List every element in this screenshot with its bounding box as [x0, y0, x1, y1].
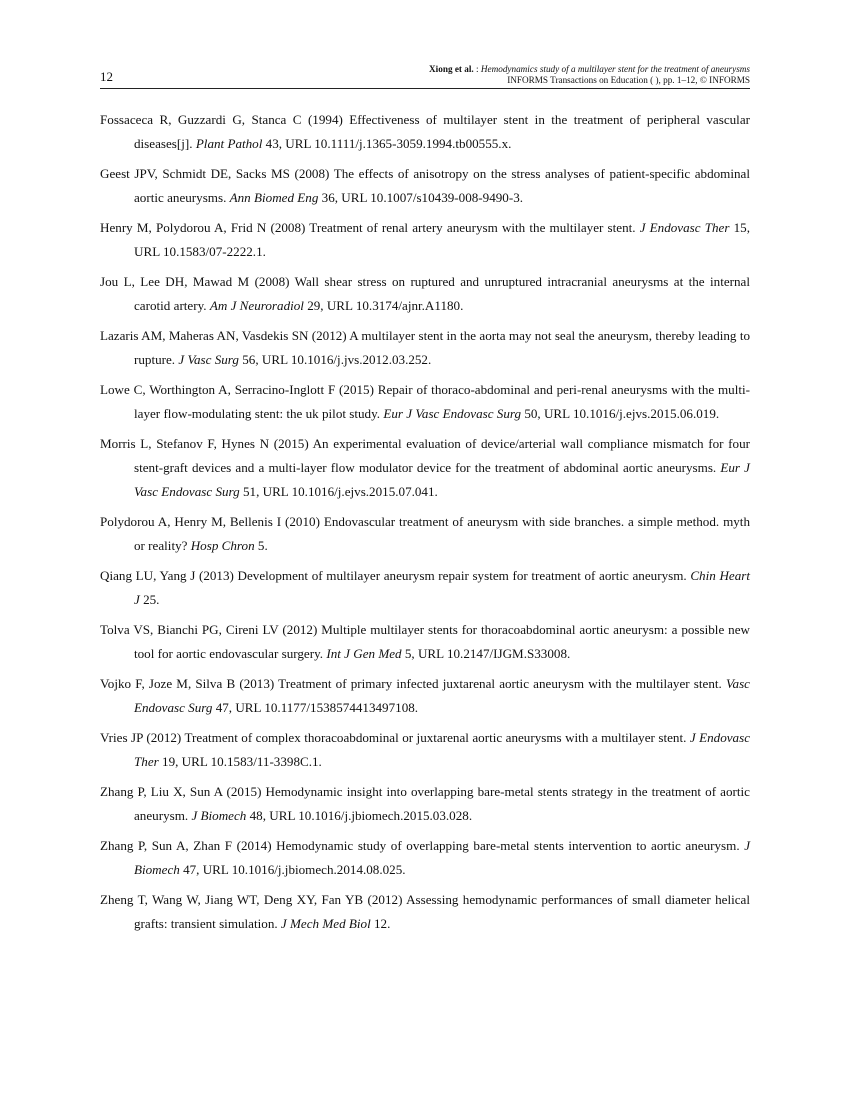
- reference-entry: [100, 564, 750, 612]
- reference-details: 36, URL 10.1007/s10439-008-9490-3.: [318, 190, 524, 205]
- reference-text: Polydorou A, Henry M, Bellenis I (2010) Endovascular treatment of aneurysm with side branches. a simple method. myth or reality?: [100, 514, 750, 553]
- reference-entry: [100, 672, 750, 720]
- reference-entry: [100, 378, 750, 426]
- reference-details: 56, URL 10.1016/j.jvs.2012.03.252.: [238, 352, 432, 367]
- reference-journal: Hosp Chron: [190, 538, 255, 553]
- reference-journal: J Biomech: [134, 838, 750, 877]
- reference-journal: Eur J Vasc Endovasc Surg: [134, 460, 750, 499]
- reference-entry: [100, 162, 750, 210]
- reference-journal: Plant Pathol: [195, 136, 263, 151]
- reference-journal: J Biomech: [191, 808, 247, 823]
- page-number: 12: [100, 69, 113, 84]
- reference-details: 50, URL 10.1016/j.ejvs.2015.06.019.: [521, 406, 720, 421]
- reference-entry: [100, 216, 750, 264]
- reference-journal: J Vasc Surg: [178, 352, 239, 367]
- running-header: [100, 64, 750, 89]
- reference-text: Jou L, Lee DH, Mawad M (2008) Wall shear stress on ruptured and unruptured intracranial aneurysms at the internal carotid artery.: [100, 274, 750, 313]
- header-separator: :: [473, 64, 481, 74]
- reference-text: Zhang P, Liu X, Sun A (2015) Hemodynamic insight into overlapping bare-metal stents strategy in the treatment of aortic aneurysm.: [100, 784, 750, 823]
- reference-text: Tolva VS, Bianchi PG, Cireni LV (2012) Multiple multilayer stents for thoracoabdominal aortic aneurysm: a possible new tool for aortic endovascular surgery.: [100, 622, 750, 661]
- reference-text: Henry M, Polydorou A, Frid N (2008) Treatment of renal artery aneurysm with the multilayer stent.: [100, 220, 640, 235]
- reference-entry: [100, 834, 750, 882]
- reference-entry: [100, 510, 750, 558]
- reference-journal: Chin Heart J: [134, 568, 750, 607]
- running-head-text: [429, 64, 750, 86]
- reference-details: 19, URL 10.1583/11-3398C.1.: [158, 754, 322, 769]
- running-title-line: [429, 64, 750, 75]
- reference-details: 25.: [139, 592, 160, 607]
- header-authors: Xiong et al.: [429, 64, 474, 74]
- reference-details: 43, URL 10.1111/j.1365-3059.1994.tb00555.x.: [262, 136, 512, 151]
- reference-entry: [100, 270, 750, 318]
- reference-details: 15, URL 10.1583/07-2222.1.: [134, 220, 750, 259]
- reference-details: 5.: [254, 538, 268, 553]
- reference-journal: Eur J Vasc Endovasc Surg: [383, 406, 522, 421]
- reference-text: Qiang LU, Yang J (2013) Development of multilayer aneurysm repair system for treatment of aortic aneurysm.: [100, 568, 691, 583]
- reference-text: Fossaceca R, Guzzardi G, Stanca C (1994) Effectiveness of multilayer stent in the treatment of peripheral vascular diseases[j].: [100, 112, 750, 151]
- reference-entry: [100, 618, 750, 666]
- reference-details: 5, URL 10.2147/IJGM.S33008.: [401, 646, 571, 661]
- reference-text: Vries JP (2012) Treatment of complex thoracoabdominal or juxtarenal aortic aneurysms with a multilayer stent.: [100, 730, 690, 745]
- reference-entry: [100, 780, 750, 828]
- reference-entry: [100, 726, 750, 774]
- reference-text: Morris L, Stefanov F, Hynes N (2015) An experimental evaluation of device/arterial wall compliance mismatch for four stent-graft devices and a multi-layer flow modulator device for the treatment of abdominal aortic aneurysms.: [100, 436, 750, 475]
- reference-journal: Ann Biomed Eng: [229, 190, 319, 205]
- reference-text: Lowe C, Worthington A, Serracino-Inglott F (2015) Repair of thoraco-abdominal and peri-renal aneurysms with the multi-layer flow-modulating stent: the uk pilot study.: [100, 382, 750, 421]
- reference-text: Lazaris AM, Maheras AN, Vasdekis SN (2012) A multilayer stent in the aorta may not seal the aneurysm, thereby leading to rupture.: [100, 328, 750, 367]
- reference-details: 48, URL 10.1016/j.jbiomech.2015.03.028.: [246, 808, 473, 823]
- reference-journal: Int J Gen Med: [326, 646, 402, 661]
- reference-journal: J Endovasc Ther: [134, 730, 751, 769]
- reference-journal: Vasc Endovasc Surg: [134, 676, 750, 715]
- reference-text: Zhang P, Sun A, Zhan F (2014) Hemodynamic study of overlapping bare-metal stents intervention to aortic aneurysm.: [100, 838, 745, 853]
- reference-list: [100, 108, 750, 942]
- reference-text: Vojko F, Joze M, Silva B (2013) Treatment of primary infected juxtarenal aortic aneurysm with the multilayer stent.: [100, 676, 726, 691]
- reference-entry: [100, 432, 750, 504]
- reference-entry: [100, 888, 750, 936]
- header-title: Hemodynamics study of a multilayer stent for the treatment of aneurysms: [480, 64, 750, 74]
- reference-text: Zheng T, Wang W, Jiang WT, Deng XY, Fan YB (2012) Assessing hemodynamic performances of small diameter helical grafts: transient simulation.: [100, 892, 750, 931]
- reference-details: 47, URL 10.1177/1538574413497108.: [212, 700, 419, 715]
- reference-journal: Am J Neuroradiol: [209, 298, 304, 313]
- reference-text: Geest JPV, Schmidt DE, Sacks MS (2008) The effects of anisotropy on the stress analyses of patient-specific abdominal aortic aneurysms.: [100, 166, 750, 205]
- reference-entry: [100, 108, 750, 156]
- reference-journal: J Mech Med Biol: [280, 916, 371, 931]
- reference-details: 29, URL 10.3174/ajnr.A1180.: [303, 298, 464, 313]
- reference-entry: [100, 324, 750, 372]
- reference-journal: J Endovasc Ther: [639, 220, 730, 235]
- reference-details: 12.: [370, 916, 391, 931]
- reference-details: 51, URL 10.1016/j.ejvs.2015.07.041.: [239, 484, 438, 499]
- reference-details: 47, URL 10.1016/j.jbiomech.2014.08.025.: [179, 862, 406, 877]
- header-journal: INFORMS Transactions on Education ( ), pp. 1–12, © INFORMS: [507, 75, 750, 85]
